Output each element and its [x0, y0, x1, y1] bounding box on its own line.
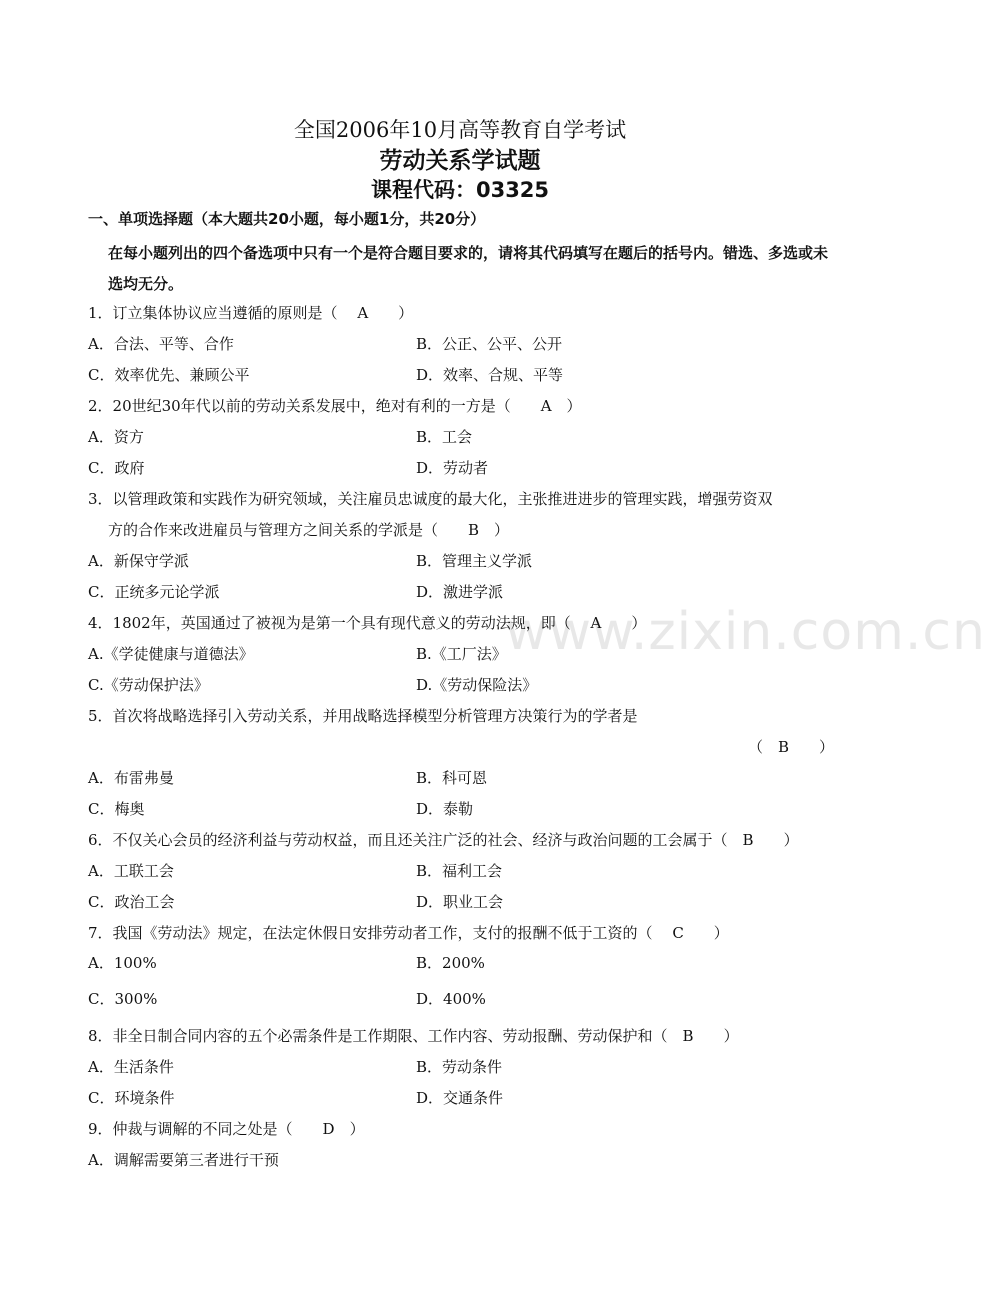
option-d: D．效率、合规、平等 [416, 366, 564, 384]
question-stem: 4．1802年，英国通过了被视为是第一个具有现代意义的劳动法规，即（ A ） [88, 614, 647, 632]
option-c: C．政府 [88, 459, 145, 477]
question-stem: 6．不仅关心会员的经济利益与劳动权益，而且还关注广泛的社会、经济与政治问题的工会属于（ B ） [88, 831, 799, 849]
option-c: C．政治工会 [88, 893, 175, 911]
option-b: B．福利工会 [416, 862, 503, 880]
watermark: www.zixin.com.cn [505, 602, 986, 662]
option-d: D．泰勒 [416, 800, 474, 818]
option-b: B．管理主义学派 [416, 552, 533, 570]
option-b: B．劳动条件 [416, 1058, 503, 1076]
question-stem: 8．非全日制合同内容的五个必需条件是工作期限、工作内容、劳动报酬、劳动保护和（ B ） [88, 1027, 739, 1045]
option-a: A．调解需要第三者进行干预 [88, 1151, 279, 1169]
question-stem: 7．我国《劳动法》规定，在法定休假日安排劳动者工作，支付的报酬不低于工资的（ C ） [88, 924, 729, 942]
option-d: D．交通条件 [416, 1089, 504, 1107]
option-a: A．新保守学派 [88, 552, 189, 570]
option-c: C．正统多元论学派 [88, 583, 220, 601]
option-d: D．劳动者 [416, 459, 489, 477]
option-a: A．100% [88, 954, 157, 972]
option-c: C.《劳动保护法》 [88, 676, 209, 694]
option-d: D．400% [416, 990, 486, 1008]
option-d: D.《劳动保险法》 [416, 676, 538, 694]
question-stem: 1．订立集体协议应当遵循的原则是（ A ） [88, 304, 414, 322]
option-d: D．激进学派 [416, 583, 504, 601]
question-stem: 2．20世纪30年代以前的劳动关系发展中，绝对有利的一方是（ A ） [88, 397, 582, 415]
option-a: A．生活条件 [88, 1058, 174, 1076]
option-a: A．工联工会 [88, 862, 174, 880]
subject-title: 劳动关系学试题 [379, 148, 541, 174]
option-b: B.《工厂法》 [416, 645, 507, 663]
question-stem: 5．首次将战略选择引入劳动关系，并用战略选择模型分析管理方决策行为的学者是 [88, 707, 638, 725]
option-a: A．合法、平等、合作 [88, 335, 234, 353]
option-d: D．职业工会 [416, 893, 504, 911]
question-stem: 9．仲裁与调解的不同之处是（ D ） [88, 1120, 365, 1138]
option-b: B．200% [416, 954, 485, 972]
option-a: A．资方 [88, 428, 144, 446]
option-c: C．300% [88, 990, 158, 1008]
exam-title: 全国2006年10月高等教育自学考试 [293, 118, 627, 142]
course-code: 课程代码：03325 [370, 178, 550, 202]
option-a: A.《学徒健康与道德法》 [88, 645, 254, 663]
question-stem: 3．以管理政策和实践作为研究领域，关注雇员忠诚度的最大化，主张推进进步的管理实践，增强劳资双 [88, 490, 773, 508]
section-heading: 一、单项选择题（本大题共20小题，每小题1分，共20分） [88, 210, 486, 228]
option-b: B．科可恩 [416, 769, 488, 787]
option-c: C．效率优先、兼顾公平 [88, 366, 250, 384]
answer-bracket: （ B ） [748, 738, 835, 756]
section-instruction: 在每小题列出的四个备选项中只有一个是符合题目要求的，请将其代码填写在题后的括号内。错选、多选或未选均无分。 [108, 244, 829, 293]
option-b: B．公正、公平、公开 [416, 335, 563, 353]
question-stem-continued: 方的合作来改进雇员与管理方之间关系的学派是（ B ） [108, 521, 510, 539]
option-c: C．环境条件 [88, 1089, 175, 1107]
option-b: B．工会 [416, 428, 473, 446]
option-a: A．布雷弗曼 [88, 769, 174, 787]
option-c: C．梅奥 [88, 800, 145, 818]
